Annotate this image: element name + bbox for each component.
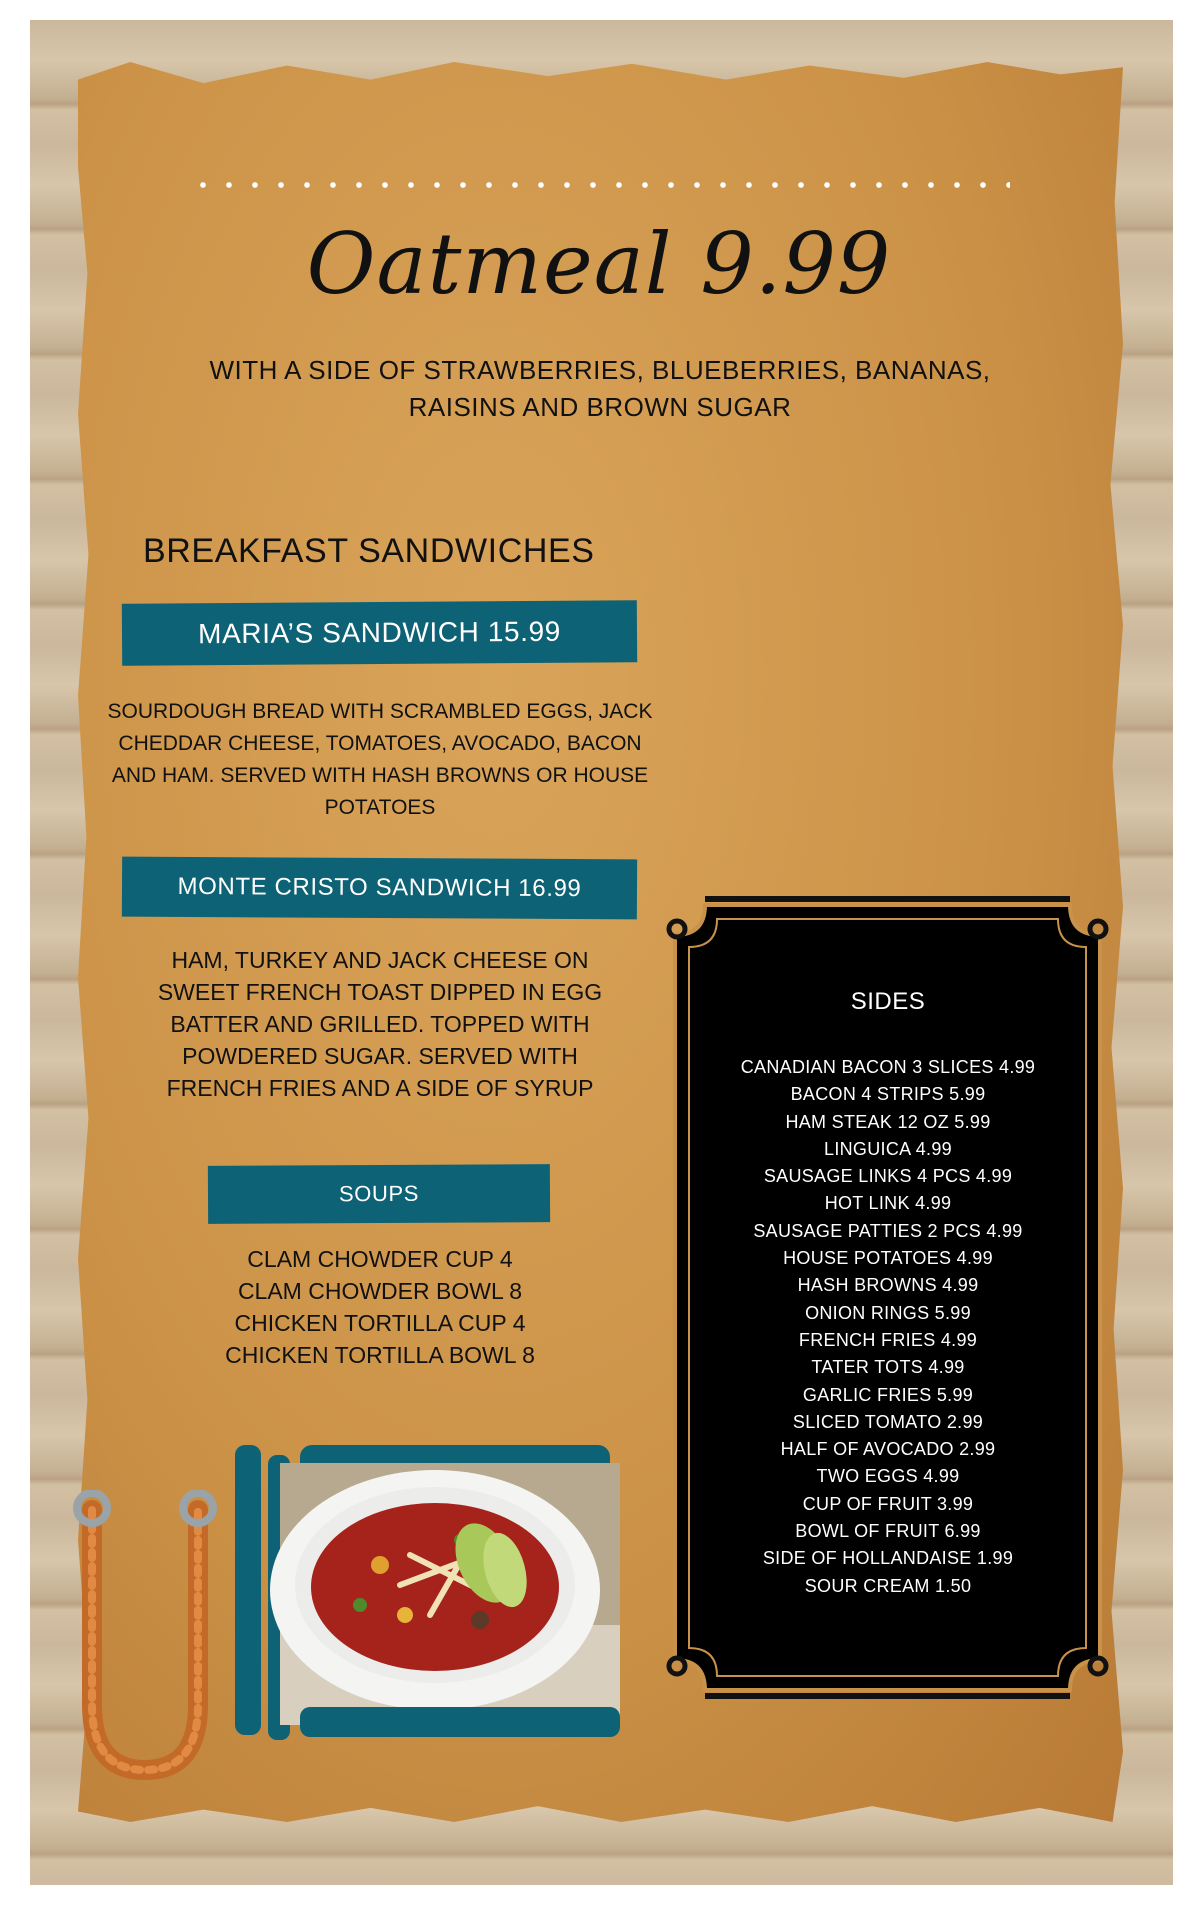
list-item: HAM STEAK 12 OZ 5.99	[785, 1111, 991, 1132]
list-item: CANADIAN BACON 3 SLICES 4.99	[740, 1057, 1036, 1077]
list-item: SAUSAGE PATTIES 2 PCS 4.99	[753, 1220, 1023, 1241]
list-item: HOT LINK 4.99	[824, 1193, 952, 1214]
list-item: FRENCH FRIES 4.99	[798, 1329, 978, 1350]
list-item: ONION RINGS 5.99	[805, 1302, 971, 1323]
list-item: HOUSE POTATOES 4.99	[783, 1248, 993, 1269]
list-item: CUP OF FRUIT 3.99	[802, 1493, 974, 1514]
list-item: CHICKEN TORTILLA BOWL 8	[225, 1342, 535, 1368]
list-item: HASH BROWNS 4.99	[797, 1275, 979, 1296]
list-item: SIDE OF HOLLANDAISE 1.99	[762, 1548, 1014, 1569]
sides-heading: SIDES	[850, 988, 926, 1015]
list-item: BACON 4 STRIPS 5.99	[790, 1084, 986, 1105]
rope-icon	[70, 1490, 220, 1780]
list-item: GARLIC FRIES 5.99	[802, 1384, 974, 1405]
list-item: BOWL OF FRUIT 6.99	[795, 1521, 981, 1542]
list-item: SLICED TOMATO 2.99	[792, 1411, 984, 1432]
soups-list	[180, 1243, 580, 1371]
marias-sandwich-description: SOURDOUGH BREAD WITH SCRAMBLED EGGS, JACK CHEDDAR CHEESE, TOMATOES, AVOCADO, BACON AND HAM. SERVED WITH HASH BROWNS OR HOUSE POTATOES	[107, 700, 653, 819]
oatmeal-description: WITH A SIDE OF STRAWBERRIES, BLUEBERRIES, BANANAS, RAISINS AND BROWN SUGAR	[209, 355, 991, 422]
sides-list	[678, 1054, 1098, 1600]
list-item: CLAM CHOWDER CUP 4	[247, 1246, 513, 1272]
list-item: SOUR CREAM 1.50	[804, 1575, 972, 1596]
soups-band: SOUPS	[208, 1164, 550, 1224]
list-item: CLAM CHOWDER BOWL 8	[237, 1278, 523, 1304]
breakfast-sandwiches-heading: BREAKFAST SANDWICHES	[143, 532, 595, 570]
monte-cristo-description: HAM, TURKEY AND JACK CHEESE ON SWEET FRENCH TOAST DIPPED IN EGG BATTER AND GRILLED. TOPPED WITH POWDERED SUGAR. SERVED WITH FRENCH FRIES AND A SIDE OF SYRUP	[157, 947, 603, 1101]
dotted-divider	[190, 180, 1010, 190]
monte-cristo-band: MONTE CRISTO SANDWICH 16.99	[122, 857, 637, 920]
list-item: SAUSAGE LINKS 4 PCS 4.99	[763, 1166, 1013, 1187]
list-item: HALF OF AVOCADO 2.99	[780, 1439, 996, 1460]
list-item: CHICKEN TORTILLA CUP 4	[234, 1310, 526, 1336]
list-item: TWO EGGS 4.99	[816, 1466, 960, 1487]
list-item: LINGUICA 4.99	[824, 1138, 952, 1159]
oatmeal-title: Oatmeal 9.99	[306, 215, 892, 313]
marias-sandwich-band: MARIA’S SANDWICH 15.99	[122, 600, 637, 666]
list-item: TATER TOTS 4.99	[811, 1357, 965, 1378]
soup-bowl-icon	[230, 1445, 640, 1745]
